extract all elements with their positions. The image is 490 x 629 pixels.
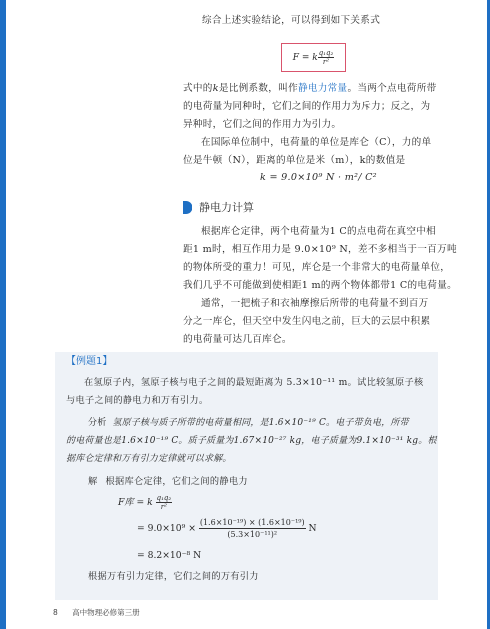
para1-line3: 异种时，它们之间的作用力为引力。 [183,119,342,130]
formula-numerator: q₁q₂ [318,49,334,57]
para1-text-b: 是比例系数，叫作 [218,83,298,94]
para1-text-c: 。当两个点电荷所带 [347,83,437,94]
book-title: 高中物理必修第三册 [72,608,140,617]
coulomb-formula-box [281,43,346,72]
para3-line7: 的电荷量可达几百库仑。 [183,334,292,345]
solution-line2: 根据万有引力定律，它们之间的万有引力 [88,571,259,582]
para1-line2: 的电荷量为同种时，它们之间的作用力为斥力；反之，为 [183,101,431,112]
para3-line2: 距1 m时，相互作用力是 9.0×10⁹ N，差不多相当于一百万吨 [183,244,457,255]
example-analysis-line1 [88,414,409,432]
example-analysis-line2: 的电荷量也是1.6×10⁻¹⁹ C。质子质量为1.67×10⁻²⁷ kg，电子质量为9.1×10⁻³¹ kg。根 [66,436,437,446]
example-label: 【例题1】 [66,356,113,367]
solution-line1 [88,473,248,491]
calc-numerator-1: q₁q₂ [156,494,172,502]
formula-fraction [318,49,335,66]
page-number: 8 [53,608,58,617]
para1-text-a: 式中的 [183,83,213,94]
para3-line6: 分之一库仑，但天空中发生闪电之前，巨大的云层中积累 [183,316,431,327]
k-value-formula: k = 9.0×10⁹ N · m²/ C² [260,172,377,183]
calc-step2 [137,517,317,540]
example-analysis-line3: 据库仑定律和万有引力定律就可以求解。 [66,454,232,464]
calc-fraction-2 [199,517,306,540]
formula-denominator: r² [322,58,330,66]
calc-lhs: F库 = k [118,497,153,508]
para3-line1: 根据库仑定律，两个电荷量为1 C的点电荷在真空中相 [201,226,437,237]
calc-numerator-2: (1.6×10⁻¹⁹) × (1.6×10⁻¹⁹) [199,518,305,527]
section-marker-icon [183,201,192,214]
example-problem-line2: 与电子之间的静电力和万有引力。 [66,395,209,406]
example-problem-line1: 在氢原子内，氢原子核与电子之间的最短距离为 5.3×10⁻¹¹ m。试比较氢原子核 [84,377,424,388]
para2-line2: 位是牛顿（N），距离的单位是米（m），k的数值是 [183,155,406,166]
analysis-label: 分析 [88,418,107,428]
para3-line3: 的物体所受的重力！可见，库仑是一个非常大的电荷量单位， [183,262,451,273]
calc-step2-unit: N [308,523,317,534]
para1-emphasis-term: 静电力常量 [297,83,348,94]
formula-lhs: F = k [292,52,318,63]
calc-denominator-2: (5.3×10⁻¹¹)² [227,530,278,539]
calc-fraction-1 [156,494,173,511]
left-frame-bar [0,0,6,629]
para3-line5: 通常，一把梳子和衣袖摩擦后所带的电荷量不到百万 [201,298,429,309]
para2-line1: 在国际单位制中，电荷量的单位是库仑（C），力的单 [201,137,432,148]
para1-line1 [183,80,436,98]
calc-step3: = 8.2×10⁻⁸ N [137,550,202,561]
solution-label: 解 [88,476,98,487]
section-title: 静电力计算 [199,201,254,214]
para1-k-symbol: k [212,83,219,94]
calc-step1 [118,494,172,511]
page-footer [53,607,140,618]
calc-step2-prefix: = 9.0×10⁹ × [137,523,196,534]
para3-line4: 我们几乎不可能做到使相距1 m的两个物体都带1 C的电荷量。 [183,280,457,291]
solution-text-1: 根据库仑定律，它们之间的静电力 [105,476,248,487]
intro-line: 综合上述实验结论，可以得到如下关系式 [202,15,381,26]
calc-denominator-1: r² [160,503,167,511]
analysis-text-1: 氢原子核与质子所带的电荷量相同，是1.6×10⁻¹⁹ C。电子带负电，所带 [112,418,409,428]
